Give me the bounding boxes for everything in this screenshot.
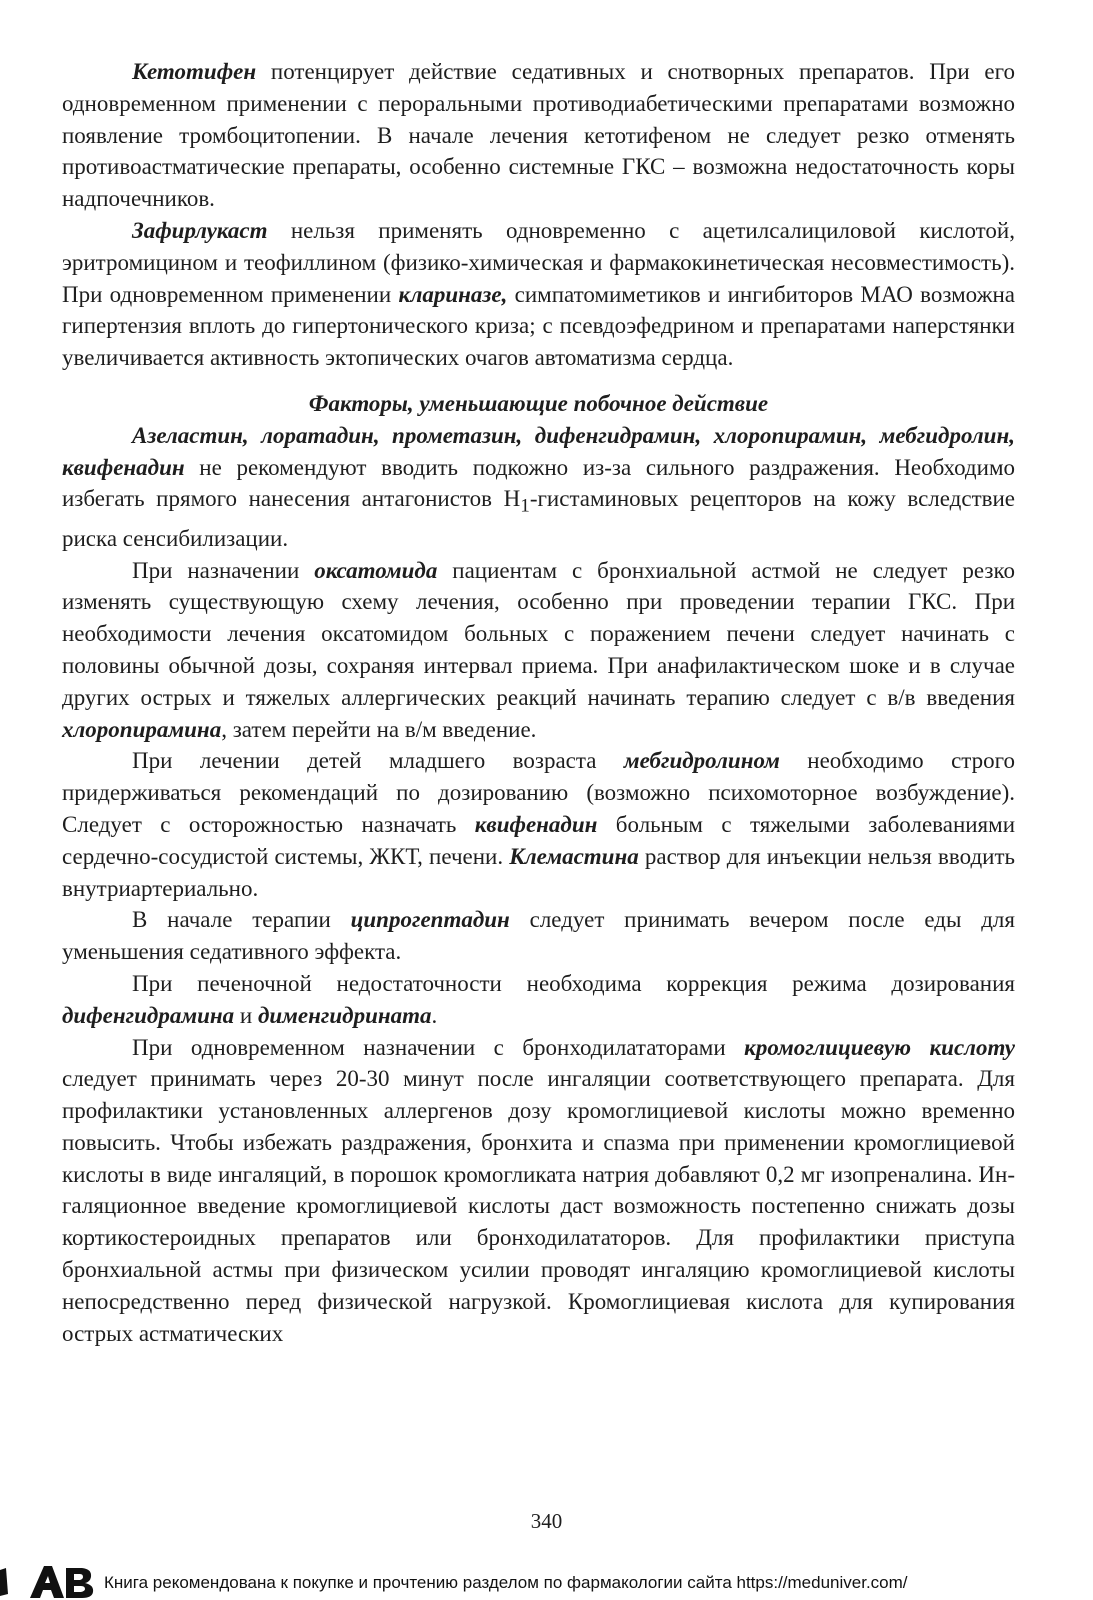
page-number: 340 <box>530 1509 563 1533</box>
drug-name: квифенадин <box>474 811 598 837</box>
drug-name: кромоглициевую кислоту <box>744 1034 1016 1060</box>
paragraph-text: . <box>431 1002 438 1028</box>
paragraph-text: пациентам с бронхиальной астмой не следует резко изменять существующую схему лечения, особенно при проведении терапии ГКС. При необходимости лечения оксатомидом больных с поражением печени следует начинать с половины обычной дозы, сохраняя интервал приема. При анафилактическом шоке и в случае других острых и тяжелых аллергических реакций начинать терапию следует с в/в введения <box>62 557 1015 710</box>
drug-name: дименгидрината <box>257 1002 432 1028</box>
paragraph-text: раствор для инъекции нельзя вводить внутриартериально. <box>62 843 1015 901</box>
paragraph <box>62 968 1015 1032</box>
paragraph-text: При лечении детей младшего возраста <box>132 748 624 774</box>
paragraph-text: -гистаминовых рецепторов на кожу вследствие риска сенсибилизации. <box>62 486 1015 551</box>
drug-name: ципрогептадин <box>350 907 510 933</box>
paragraph <box>62 420 1015 555</box>
paragraph-text: следует принимать через 20-30 минут после ингаляции соответствующего препарата. Для профилактики установленных аллергенов дозу кромоглициевой кислоты можно временно повысить. Чтобы избежать раздражения, бронхита и спазма при применении кромоглициевой кислоты в виде ингаляций, в порошок кромогликата натрия добавляют 0,2 мг изопреналина. Ингаляционное введение кромоглициевой кислоты даст возможность постепенно снижать дозы кортикостероидных препаратов или бронходилататоров. Для профилактики приступа бронхиальной астмы при физическом усилии проводят ингаляцию кромоглициевой кислоты непосредственно перед физической нагрузкой. Кромоглициевая кислота для купирования острых астматических <box>62 1066 1015 1346</box>
drug-name: Кетотифен <box>132 59 257 84</box>
paragraph-text: не рекомендуют вводить подкожно из-за сильного раздражения. Необходимо избегать прямого нанесения антагонистов Н <box>62 454 1015 512</box>
drug-name: дифенгидрамина <box>62 1002 235 1028</box>
paragraph <box>62 745 1015 904</box>
top-paragraphs <box>62 56 1015 374</box>
paragraph <box>62 215 1015 374</box>
paragraph-text: потенцирует действие седативных и снотворных препаратов. При его одновременном применении с пероральными противодиабетическими препаратами возможно появление тромбоцитопении. В начале лечения кетотифеном не следует резко отменять противоастматические препараты, особенно системные ГКС – возможна недостаточность коры надпочечников. <box>62 59 1015 212</box>
paragraph-text: В начале терапии <box>132 907 351 933</box>
subscript: 1 <box>520 495 530 517</box>
paragraph-text: нельзя применять одновременно с ацетилсалициловой кислотой, эритромицином и теофиллином (физико-химическая и фармакокинетическая несовместимость). При одновременном применении <box>62 217 1015 307</box>
paragraph-text: следует принимать вечером после еды для уменьшения седативного эффекта. <box>62 907 1015 965</box>
drug-name: мебгидролином <box>623 748 780 774</box>
section-heading: Факторы, уменьшающие побочное действие <box>308 390 769 416</box>
paragraph-text: При одновременном назначении с бронходилататорами <box>132 1034 745 1060</box>
page-body <box>62 56 1015 1349</box>
drug-name: клариназе, <box>398 281 508 307</box>
drug-name: Зафирлукаст <box>132 217 268 243</box>
footer-text: Книга рекомендована к покупке и прочтению разделом по фармакологии сайта https://meduniver.com/ <box>104 1573 908 1592</box>
paragraph-text: симпатомиметиков и ингибиторов МАО возможна гипертензия вплоть до гипертонического криза; с псевдоэфедрином и препаратами наперстянки увеличивается активность эктопических очагов автоматизма сердца. <box>62 281 1016 371</box>
meduniver-logo-icon <box>0 1564 100 1600</box>
paragraph-text: При назначении <box>132 557 315 583</box>
paragraph-text: При печеночной недостаточности необходима коррекция режима дозирования <box>132 970 1015 996</box>
paragraph <box>62 1032 1015 1350</box>
drug-name: Клемастина <box>509 843 639 869</box>
paragraph-text: , затем перейти на в/м введение. <box>221 716 537 742</box>
paragraph-text: и <box>234 1002 258 1028</box>
drug-name: оксатомида <box>314 557 438 583</box>
paragraph-text: больным с тяжелыми заболеваниями сердечно-сосудистой системы, ЖКТ, печени. <box>62 811 1016 869</box>
paragraph <box>62 56 1015 215</box>
footer <box>0 1564 1093 1600</box>
paragraph-text: необходимо строго придерживаться рекомендаций по дозированию (возможно психомоторное возбуждение). Следует с осторожностью назначать <box>62 748 1015 837</box>
paragraph <box>62 555 1015 746</box>
paragraph <box>62 904 1015 968</box>
drug-name: Азеластин, лоратадин, прометазин, дифенгидрамин, хлоропирамин, мебгидролин, квифенадин <box>62 422 1015 480</box>
section-paragraphs <box>62 420 1015 1350</box>
drug-name: хлоропирамина <box>62 716 222 742</box>
